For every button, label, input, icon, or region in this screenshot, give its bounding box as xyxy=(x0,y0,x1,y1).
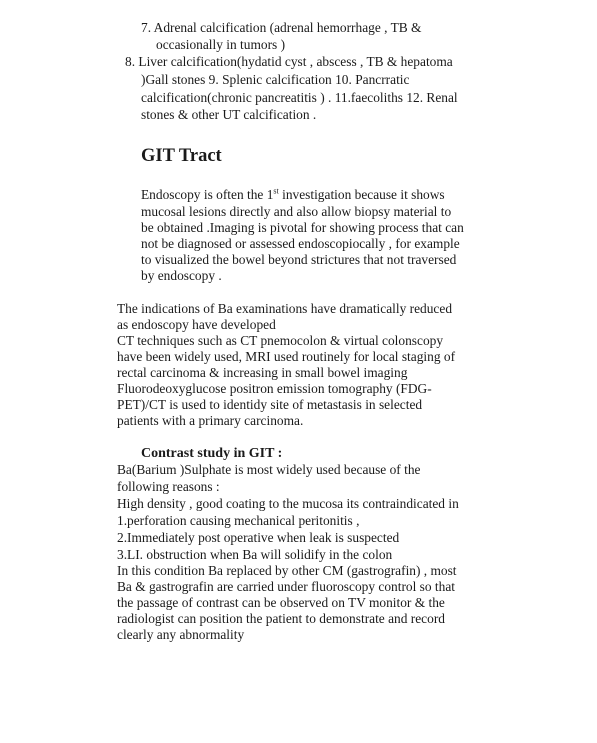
endoscopy-line-1-text: Endoscopy is often the 1 xyxy=(141,187,274,202)
endoscopy-line-4: not be diagnosed or assessed endoscopiocally , for example xyxy=(141,236,460,251)
ordinal-superscript: st xyxy=(273,186,279,196)
contrast-line-9: the passage of contrast can be observed on TV monitor & the xyxy=(117,595,445,610)
contrast-line-1: Ba(Barium )Sulphate is most widely used because of the xyxy=(117,462,421,477)
list-item-7-line-2: occasionally in tumors ) xyxy=(156,37,286,52)
endoscopy-line-2: mucosal lesions directly and also allow biopsy material to xyxy=(141,204,452,219)
indications-line-2: as endoscopy have developed xyxy=(117,317,276,332)
contrast-line-6: 3.LI. obstruction when Ba will solidify in the colon xyxy=(117,547,393,562)
indications-line-1: The indications of Ba examinations have dramatically reduced xyxy=(117,301,453,316)
contrast-line-4: 1.perforation causing mechanical peritonitis , xyxy=(117,513,360,528)
contrast-line-5: 2.Immediately post operative when leak is suspected xyxy=(117,530,400,545)
endoscopy-line-5: to visualized the bowel beyond strictures that not traversed xyxy=(141,252,457,267)
endoscopy-line-6: by endoscopy . xyxy=(141,268,222,283)
indications-line-7: PET)/CT is used to identidy site of metastasis in selected xyxy=(117,397,423,412)
list-item-7-line-1: 7. Adrenal calcification (adrenal hemorrhage , TB & xyxy=(141,20,422,35)
indications-line-4: have been widely used, MRI used routinely for local staging of xyxy=(117,349,456,364)
contrast-subheading: Contrast study in GIT : xyxy=(141,446,283,461)
endoscopy-line-1 xyxy=(141,187,445,203)
contrast-line-10: radiologist can position the patient to demonstrate and record xyxy=(117,611,445,626)
contrast-line-2: following reasons : xyxy=(117,479,220,494)
list-item-8-line-1: 8. Liver calcification(hydatid cyst , abscess , TB & hepatoma xyxy=(125,54,453,69)
section-title: GIT Tract xyxy=(141,146,222,166)
endoscopy-line-3: be obtained .Imaging is pivotal for showing process that can xyxy=(141,220,464,235)
list-item-8-line-4: stones & other UT calcification . xyxy=(141,107,317,122)
indications-line-3: CT techniques such as CT pnemocolon & virtual colonscopy xyxy=(117,333,444,348)
contrast-line-3: High density , good coating to the mucosa its contraindicated in xyxy=(117,496,459,511)
endoscopy-line-1-rest: investigation because it shows xyxy=(278,187,445,202)
list-item-8-line-2: )Gall stones 9. Splenic calcification 10. Pancrratic xyxy=(141,72,410,87)
indications-line-8: patients with a primary carcinoma. xyxy=(117,413,304,428)
contrast-line-7: In this condition Ba replaced by other CM (gastrografin) , most xyxy=(117,563,457,578)
list-item-8-line-3: calcification(chronic pancreatitis ) . 11.faecoliths 12. Renal xyxy=(141,90,458,105)
indications-line-6: Fluorodeoxyglucose positron emission tomography (FDG- xyxy=(117,381,432,396)
indications-line-5: rectal carcinoma & increasing in small bowel imaging xyxy=(117,365,408,380)
contrast-line-11: clearly any abnormality xyxy=(117,627,245,642)
contrast-line-8: Ba & gastrografin are carried under fluoroscopy control so that xyxy=(117,579,455,594)
